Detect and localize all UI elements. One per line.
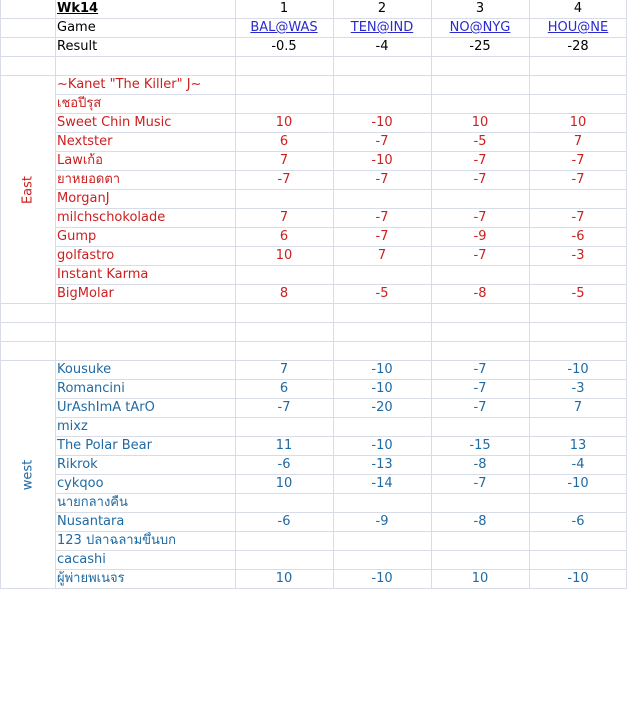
- pick-value: [431, 551, 529, 570]
- pick-value: -5: [571, 286, 585, 301]
- player-name: cacashi: [57, 552, 106, 567]
- pick-value: -6: [571, 229, 585, 244]
- blank-row: [0, 304, 627, 323]
- pick-value: 10: [471, 115, 489, 130]
- player-row: [0, 570, 627, 589]
- grid-line: [55, 0, 56, 589]
- player-name: The Polar Bear: [57, 438, 152, 453]
- player-name: ยาหยอดตา: [57, 172, 121, 187]
- pick-value: [235, 266, 333, 285]
- player-row: [0, 190, 627, 209]
- pick-value: -5: [375, 286, 389, 301]
- pick-value: 10: [569, 115, 587, 130]
- player-row: [0, 114, 627, 133]
- pick-value: -8: [473, 514, 487, 529]
- pick-value: [235, 494, 333, 513]
- player-name: Gump: [57, 229, 97, 244]
- pick-value: -10: [371, 115, 393, 130]
- pick-value: -10: [567, 362, 589, 377]
- grid-line: [333, 0, 334, 589]
- blank-row: [0, 323, 627, 342]
- pick-value: -7: [473, 362, 487, 377]
- pick-value: [431, 266, 529, 285]
- pick-value: [235, 190, 333, 209]
- player-name: Lawเก้อ: [57, 153, 103, 168]
- pick-value: 7: [573, 134, 583, 149]
- player-name: Romancini: [57, 381, 125, 396]
- pick-value: -10: [567, 476, 589, 491]
- pick-value: -7: [473, 153, 487, 168]
- pick-value: -7: [473, 400, 487, 415]
- pick-value: -7: [473, 172, 487, 187]
- pick-value: 10: [275, 115, 293, 130]
- pick-value: -3: [571, 248, 585, 263]
- pick-value: [431, 190, 529, 209]
- pick-value: -10: [567, 571, 589, 586]
- game-link-3[interactable]: NO@NYG: [449, 20, 511, 35]
- game-link-1[interactable]: BAL@WAS: [250, 20, 318, 35]
- pick-value: -7: [473, 248, 487, 263]
- player-row: [0, 494, 627, 513]
- pick-value: -6: [277, 457, 291, 472]
- player-row: [0, 209, 627, 228]
- pick-value: [235, 418, 333, 437]
- player-row: [0, 171, 627, 190]
- player-row: [0, 513, 627, 532]
- pick-value: [431, 532, 529, 551]
- pick-value: 10: [275, 571, 293, 586]
- result-value-3: -25: [469, 39, 491, 54]
- pick-value: 8: [279, 286, 289, 301]
- player-row: [0, 95, 627, 114]
- player-name: golfastro: [57, 248, 115, 263]
- player-row: [0, 380, 627, 399]
- pick-value: [529, 418, 627, 437]
- pick-value: -4: [571, 457, 585, 472]
- player-name: MorganJ: [57, 191, 110, 206]
- pick-value: 10: [471, 571, 489, 586]
- player-row: [0, 456, 627, 475]
- game-link-2[interactable]: TEN@IND: [350, 20, 414, 35]
- column-number-1: 1: [279, 1, 289, 16]
- result-value-1: -0.5: [271, 39, 297, 54]
- result-value-2: -4: [375, 39, 389, 54]
- pick-value: [529, 494, 627, 513]
- pick-value: 10: [275, 476, 293, 491]
- game-label: Game: [57, 20, 96, 35]
- pick-value: -7: [473, 210, 487, 225]
- player-name: cykqoo: [57, 476, 104, 491]
- player-name: milchschokolade: [57, 210, 166, 225]
- player-name: Instant Karma: [57, 267, 149, 282]
- pick-value: -10: [371, 438, 393, 453]
- player-name: Nusantara: [57, 514, 125, 529]
- player-name: BigMolar: [57, 286, 114, 301]
- pick-value: -20: [371, 400, 393, 415]
- pick-value: [235, 532, 333, 551]
- pick-value: -8: [473, 457, 487, 472]
- pick-value: -7: [375, 172, 389, 187]
- player-row: [0, 437, 627, 456]
- player-name: เชอปีรุส: [57, 96, 102, 111]
- grid-line: [0, 0, 1, 589]
- pick-value: -8: [473, 286, 487, 301]
- pick-value: -14: [371, 476, 393, 491]
- team-name: ~Kanet "The Killer" J~: [57, 77, 202, 92]
- grid-line: [431, 0, 432, 589]
- player-row: [0, 551, 627, 570]
- player-name: 123 ปลาฉลามขึ้นบก: [57, 533, 177, 548]
- pick-value: -6: [571, 514, 585, 529]
- player-name: Nextster: [57, 134, 113, 149]
- west-group-label: west: [0, 361, 55, 589]
- pick-value: [529, 532, 627, 551]
- pick-value: [431, 95, 529, 114]
- pick-value: 7: [573, 400, 583, 415]
- pick-value: 7: [279, 153, 289, 168]
- player-name: UrAshImA tArO: [57, 400, 155, 415]
- pick-value: [431, 418, 529, 437]
- pick-value: 10: [275, 248, 293, 263]
- player-name: Rikrok: [57, 457, 98, 472]
- pick-value: -10: [371, 381, 393, 396]
- pick-value: 11: [275, 438, 293, 453]
- pick-value: 7: [377, 248, 387, 263]
- result-label: Result: [57, 39, 98, 54]
- pick-value: -5: [473, 134, 487, 149]
- pick-value: -7: [473, 381, 487, 396]
- result-value-4: -28: [567, 39, 589, 54]
- blank-row: [0, 342, 627, 361]
- pick-value: [333, 266, 431, 285]
- pick-value: [235, 551, 333, 570]
- pick-value: -10: [371, 571, 393, 586]
- pick-value: [333, 418, 431, 437]
- pick-value: -3: [571, 381, 585, 396]
- pick-value: -7: [375, 229, 389, 244]
- pick-value: -10: [371, 362, 393, 377]
- pick-value: [529, 190, 627, 209]
- east-group-label: East: [0, 76, 55, 304]
- player-name: นายกลางคืน: [57, 495, 128, 510]
- column-number-2: 2: [377, 1, 387, 16]
- player-row: [0, 361, 627, 380]
- column-number-4: 4: [573, 1, 583, 16]
- pick-value: -9: [375, 514, 389, 529]
- player-row: [0, 228, 627, 247]
- pick-value: [333, 532, 431, 551]
- pick-value: -13: [371, 457, 393, 472]
- pick-value: -7: [571, 172, 585, 187]
- pick-value: [529, 95, 627, 114]
- pick-value: -10: [371, 153, 393, 168]
- pick-value: [333, 95, 431, 114]
- pick-value: -7: [473, 476, 487, 491]
- pick-value: 7: [279, 362, 289, 377]
- game-link-4[interactable]: HOU@NE: [547, 20, 609, 35]
- blank-row: [0, 57, 627, 76]
- pick-value: -9: [473, 229, 487, 244]
- pick-value: 6: [279, 134, 289, 149]
- pick-value: -7: [277, 400, 291, 415]
- player-name: ผู้พ่ายพเนจร: [57, 571, 125, 586]
- pick-value: [333, 551, 431, 570]
- pick-value: -7: [277, 172, 291, 187]
- pick-value: -7: [571, 210, 585, 225]
- pick-value: -7: [571, 153, 585, 168]
- player-row: [0, 532, 627, 551]
- player-row: [0, 152, 627, 171]
- pick-value: [529, 266, 627, 285]
- pick-value: -7: [375, 210, 389, 225]
- pick-value: -7: [375, 134, 389, 149]
- header-row-numbers: [0, 0, 627, 19]
- grid-line: [235, 0, 236, 589]
- player-row: [0, 266, 627, 285]
- pick-value: [333, 494, 431, 513]
- player-row: [0, 399, 627, 418]
- column-number-3: 3: [475, 1, 485, 16]
- pick-value: [333, 190, 431, 209]
- pick-value: [235, 95, 333, 114]
- pick-value: 13: [569, 438, 587, 453]
- team-row: [0, 76, 627, 95]
- pick-value: [431, 494, 529, 513]
- player-row: [0, 418, 627, 437]
- player-row: [0, 247, 627, 266]
- pick-value: -6: [277, 514, 291, 529]
- player-name: mixz: [57, 419, 88, 434]
- header-row-results: [0, 38, 627, 57]
- pick-value: 6: [279, 229, 289, 244]
- player-row: [0, 285, 627, 304]
- grid-line: [529, 0, 530, 589]
- header-row-games: [0, 19, 627, 38]
- pick-value: [529, 551, 627, 570]
- player-name: Kousuke: [57, 362, 112, 377]
- player-row: [0, 475, 627, 494]
- pick-value: 6: [279, 381, 289, 396]
- pick-value: 7: [279, 210, 289, 225]
- player-row: [0, 133, 627, 152]
- pick-value: -15: [469, 438, 491, 453]
- week-title: Wk14: [57, 1, 99, 16]
- player-name: Sweet Chin Music: [57, 115, 172, 130]
